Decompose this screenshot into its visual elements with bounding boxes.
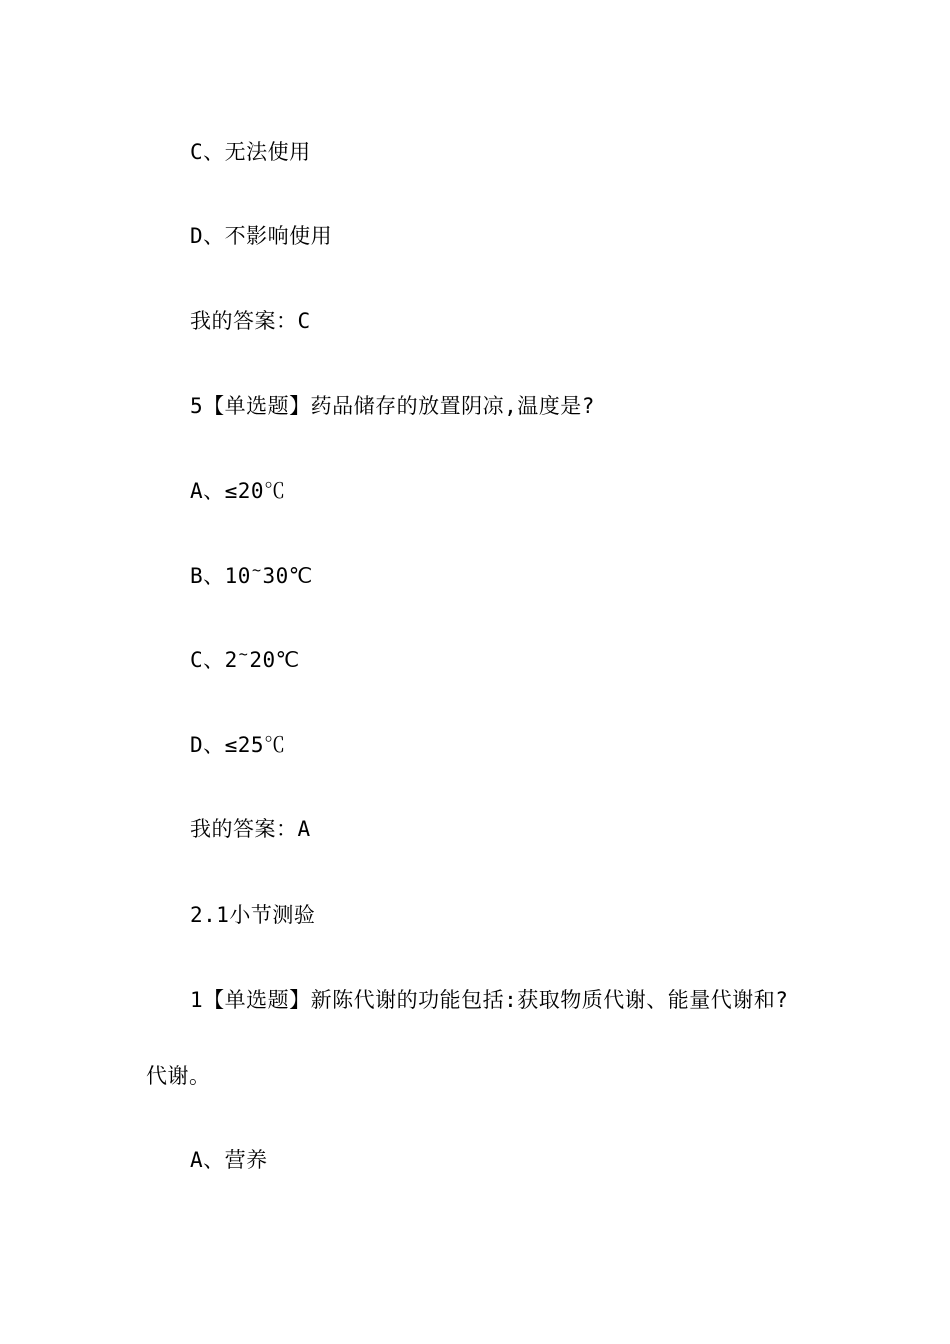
option-d: D、≤25℃ (190, 733, 286, 757)
option-d: D、不影响使用 (190, 224, 333, 248)
option-c-suffix: 20℃ (249, 648, 300, 672)
question-text: 5【单选题】药品储存的放置阴凉,温度是? (190, 394, 595, 418)
option-b (190, 562, 313, 592)
option-c (190, 646, 300, 676)
option-a: A、≤20℃ (190, 479, 286, 503)
option-b-suffix: 30℃ (262, 564, 313, 588)
option-b-tilde: ~ (251, 561, 262, 579)
option-c-prefix: C、2 (190, 648, 238, 672)
option-a: A、营养 (190, 1148, 268, 1172)
my-answer: 我的答案：A (190, 817, 311, 841)
option-c-tilde: ~ (238, 645, 249, 663)
section-title: 2.1小节测验 (190, 903, 316, 927)
option-c: C、无法使用 (190, 140, 311, 164)
my-answer: 我的答案：C (190, 309, 311, 333)
option-b-prefix: B、10 (190, 564, 251, 588)
question-text-line2: 代谢。 (146, 1064, 211, 1088)
question-text-line1: 1【单选题】新陈代谢的功能包括:获取物质代谢、能量代谢和? (190, 988, 789, 1012)
